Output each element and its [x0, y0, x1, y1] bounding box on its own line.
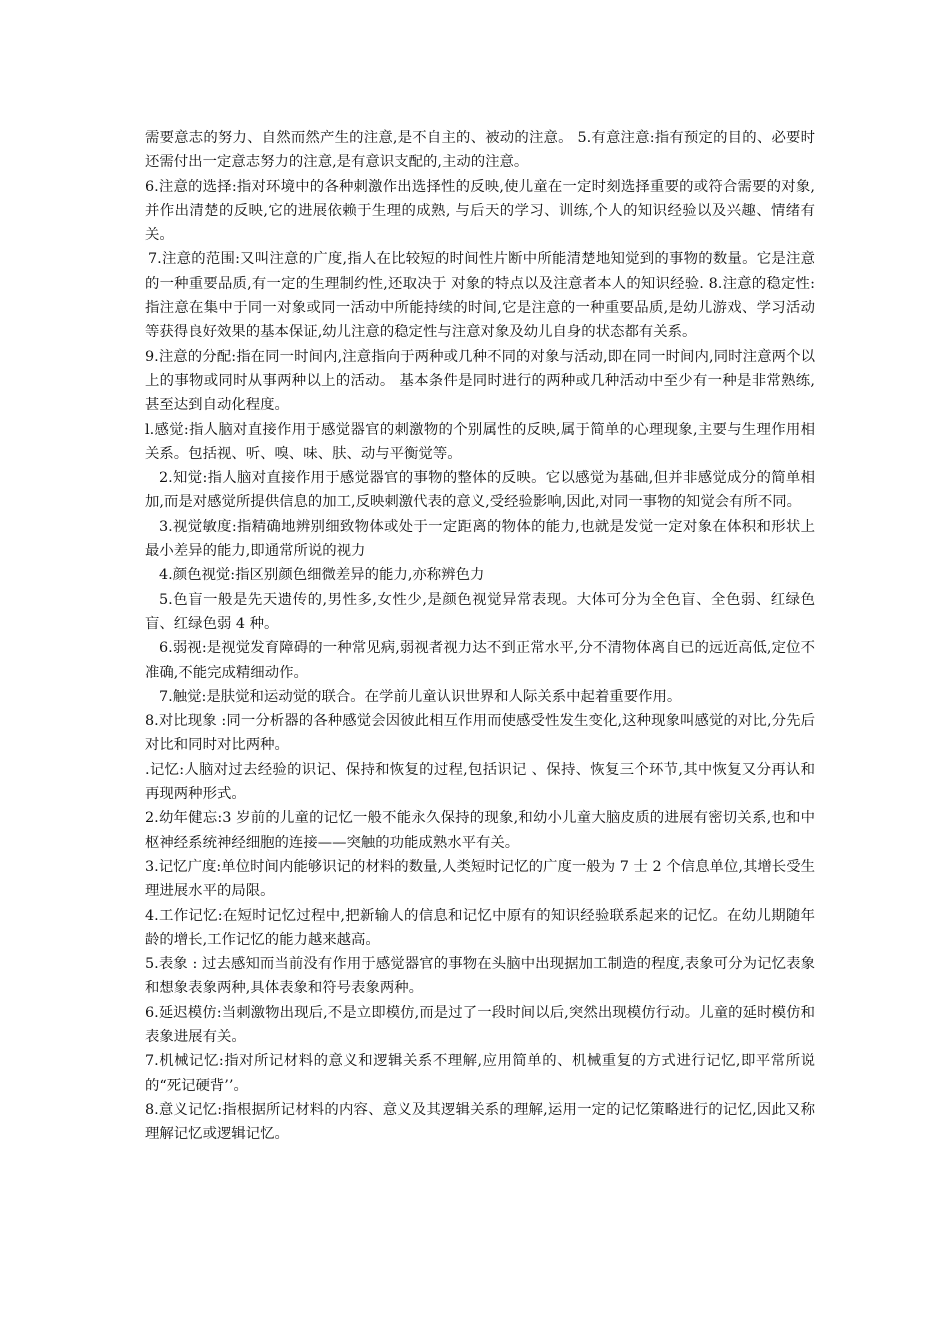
document-body [145, 126, 815, 1146]
paragraph-meaningful-memory: 8.意义记忆:指根据所记材料的内容、意义及其逻辑关系的理解,运用一定的记忆策略进行的记忆,因此又称理解记忆或逻辑记忆。 [145, 1101, 815, 1143]
paragraph-infantile-amnesia: 2.幼年健忘:3 岁前的儿童的记忆一般不能永久保持的现象,和幼小儿童大脑皮质的进展有密切关系,也和中枢神经系统神经细胞的连接——突触的功能成熟水平有关。 [145, 810, 815, 851]
paragraph-attention-distribution: 9.注意的分配:指在同一时间内,注意指向于两种或几种不同的对象与活动,即在同一时间内,同时注意两个以上的事物或同时从事两种以上的活动。 基本条件是同时进行的两种或几种活动中至少有一种是非常熟练,甚至达到自动化程度。 [145, 348, 815, 414]
paragraph-memory: .记忆:人脑对过去经验的识记、保持和恢复的过程,包括识记 、保持、恢复三个环节,其中恢复又分再认和再现两种形式。 [145, 761, 815, 803]
paragraph-attention-selection: 6.注意的选择:指对环境中的各种刺激作出选择性的反映,使儿童在一定时刻选择重要的或符合需要的对象,并作出清楚的反映,它的进展依赖于生理的成熟, 与后天的学习、训练,个人的知识经验以及兴趣、情绪有关。 [145, 178, 815, 244]
paragraph-rote-memory: 7.机械记忆:指对所记材料的意义和逻辑关系不理解,应用简单的、机械重复的方式进行记忆,即平常所说的“死记硬背’’。 [145, 1053, 815, 1094]
paragraph-representation: 5.表象 : 过去感知而当前没有作用于感觉器官的事物在头脑中出现据加工制造的程度,表象可分为记忆表象和想象表象两种,具体表象和符号表象两种。 [145, 956, 815, 997]
paragraph-involuntary-voluntary-attention: 需要意志的努力、自然而然产生的注意,是不自主的、被动的注意。 5.有意注意:指有预定的目的、必要时还需付出一定意志努力的注意,是有意识支配的,主动的注意。 [145, 130, 815, 171]
paragraph-amblyopia: 6.弱视:是视觉发育障碍的一种常见病,弱视者视力达不到正常水平,分不清物体离自已的远近高低,定位不准确,不能完成精细动作。 [145, 640, 815, 681]
paragraph-delayed-imitation: 6.延迟模仿:当刺激物出现后,不是立即模仿,而是过了一段时间以后,突然出现模仿行动。儿童的延时模仿和表象进展有关。 [145, 1004, 815, 1045]
paragraph-color-vision: 4.颜色视觉:指区别颜色细微差异的能力,亦称辨色力 [159, 567, 485, 584]
paragraph-touch: 7.触觉:是肤觉和运动觉的联合。在学前儿童认识世界和人际关系中起着重要作用。 [159, 688, 682, 705]
paragraph-memory-span: 3.记忆广度:单位时间内能够识记的材料的数量,人类短时记忆的广度一般为 7 士 2 个信息单位,其增长受生理进展水平的局限。 [145, 858, 815, 900]
paragraph-working-memory: 4.工作记忆:在短时记忆过程中,把新输人的信息和记忆中原有的知识经验联系起来的记忆。在幼儿期随年龄的增长,工作记忆的能力越来越高。 [145, 907, 815, 948]
paragraph-color-blindness: 5.色盲一般是先天遗传的,男性多,女性少,是颜色视觉异常表现。大体可分为全色盲、全色弱、红绿色盲、红绿色弱 4 种。 [145, 591, 815, 632]
paragraph-attention-span-stability: 7.注意的范围:又叫注意的广度,指人在比较短的时间性片断中所能清楚地知觉到的事物的数量。它是注意的一种重要品质,有一定的生理制约性,还取决于 对象的特点以及注意者本人的知识经验. 8.注意的稳定性:指注意在集中于同一对象或同一活动中所能持续的时间,它是注意的一种重要品质,是幼儿游戏、学习活动等获得良好效果的基本保证,幼儿注意的稳定性与注意对象及幼儿自身的状态都有关系。 [145, 251, 815, 341]
paragraph-visual-acuity: 3.视觉敏度:指精确地辨别细致物体或处于一定距离的物体的能力,也就是发觉一定对象在体积和形状上最小差异的能力,即通常所说的视力 [145, 518, 815, 560]
paragraph-sensation: l.感觉:指人脑对直接作用于感觉器官的刺激物的个别属性的反映,属于简单的心理现象,主要与生理作用相关系。包括视、听、嗅、味、肤、动与平衡觉等。 [145, 421, 815, 462]
paragraph-perception: 2.知觉:指人脑对直接作用于感觉器官的事物的整体的反映。它以感觉为基础,但并非感觉成分的简单相加,而是对感觉所提供信息的加工,反映刺激代表的意义,受经验影响,因此,对同一事物的知觉会有所不同。 [145, 470, 815, 511]
paragraph-contrast-phenomenon: 8.对比现象 :同一分析器的各种感觉会因彼此相互作用而使感受性发生变化,这种现象叫感觉的对比,分先后对比和同时对比两种。 [145, 713, 815, 754]
